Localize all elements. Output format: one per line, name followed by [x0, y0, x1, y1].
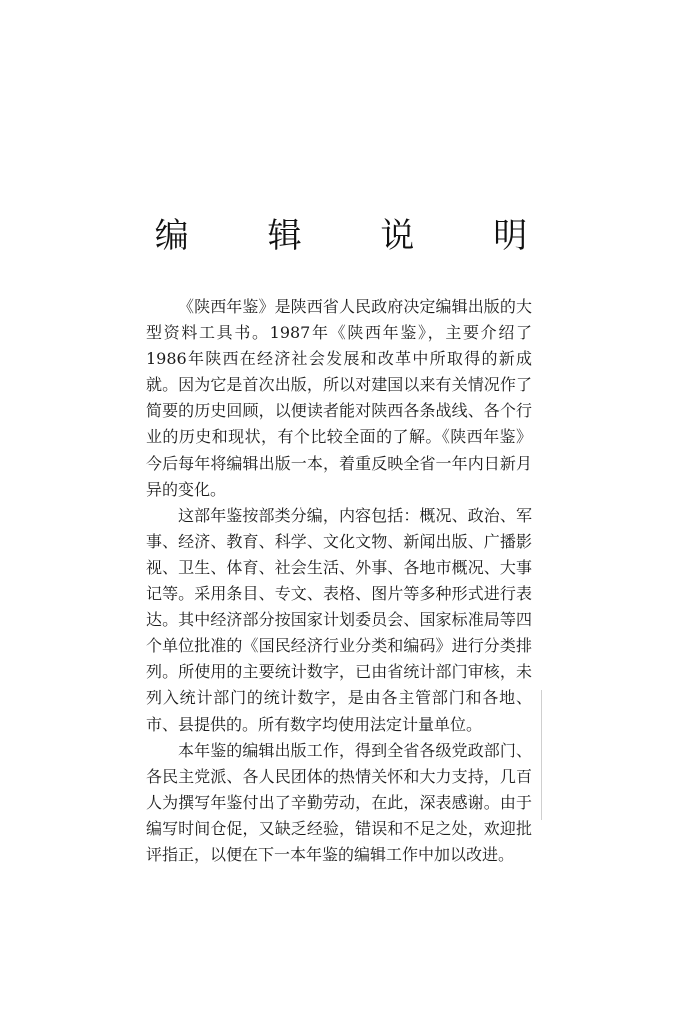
paragraph-contents: 这部年鉴按部类分编，内容包括：概况、政治、军事、经济、教育、科学、文化文物、新闻出版、广播影视、卫生、体育、社会生活、外事、各地市概况、大事记等。采用条目、专文、表格、图片等多种形式进行表达。其中经济部分按国家计划委员会、国家标准局等四个单位批准的《国民经济行业分类和编码》进行分类排列。所使用的主要统计数字，已由省统计部门审核，未列入统计部门的统计数字，是由各主管部门和各地、市、县提供的。所有数字均使用法定计量单位。 [146, 505, 532, 734]
body-text [146, 294, 532, 868]
page-title: 编 辑 说 明 [154, 216, 562, 256]
paragraph-acknowledgement: 本年鉴的编辑出版工作，得到全省各级党政部门、各民主党派、各人民团体的热情关怀和大力支持，几百人为撰写年鉴付出了辛勤劳动，在此，深表感谢。由于编写时间仓促，又缺乏经验，错误和不足之处，欢迎批评指正，以便在下一本年鉴的编辑工作中加以改进。 [146, 740, 532, 864]
scan-margin-line [541, 690, 542, 820]
paragraph-intro: 《陕西年鉴》是陕西省人民政府决定编辑出版的大型资料工具书。1987年《陕西年鉴》，主要介绍了1986年陕西在经济社会发展和改革中所取得的新成就。因为它是首次出版，所以对建国以来有关情况作了简要的历史回顾，以便读者能对陕西各条战线、各个行业的历史和现状，有个比较全面的了解。《陕西年鉴》今后每年将编辑出版一本，着重反映全省一年内日新月异的变化。 [146, 297, 532, 499]
